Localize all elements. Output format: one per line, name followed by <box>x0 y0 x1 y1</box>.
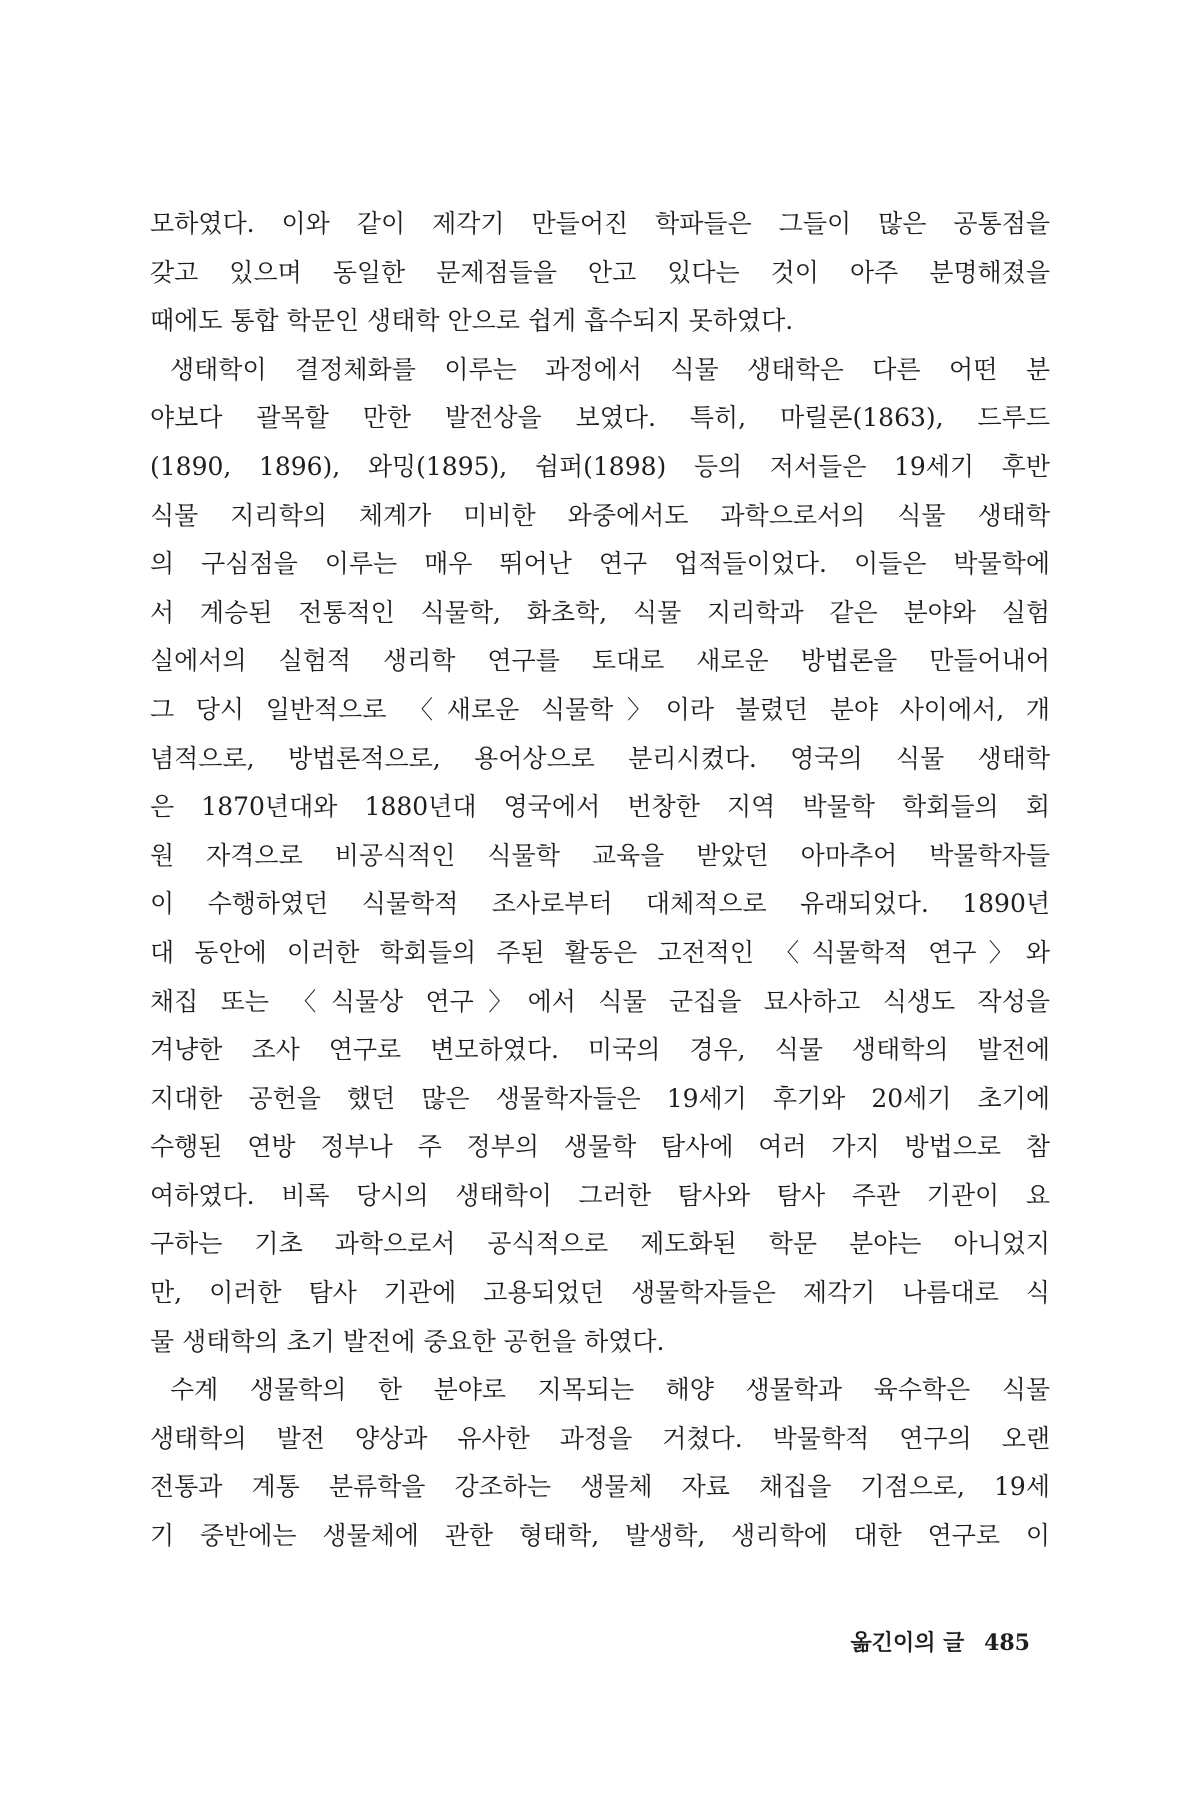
text-line: (1890, 1896), 와밍(1895), 쉼퍼(1898) 등의 저서들은 19세기 후반 <box>150 451 1050 481</box>
text-line: 야보다 괄목할 만한 발전상을 보였다. 특히, 마릴론(1863), 드루드 <box>150 403 1050 433</box>
text-line: 념적으로, 방법론적으로, 용어상으로 분리시켰다. 영국의 식물 생태학 <box>150 743 1050 773</box>
text-line: 식물 지리학의 체계가 미비한 와중에서도 과학으로서의 식물 생태학 <box>150 500 1050 530</box>
text-line: 물 생태학의 초기 발전에 중요한 공헌을 하였다. <box>150 1326 665 1356</box>
text-line: 생태학의 발전 양상과 유사한 과정을 거쳤다. 박물학적 연구의 오랜 <box>150 1423 1050 1453</box>
text-line: 여하였다. 비록 당시의 생태학이 그러한 탐사와 탐사 주관 기관이 요 <box>150 1180 1050 1210</box>
text-line: 의 구심점을 이루는 매우 뛰어난 연구 업적들이었다. 이들은 박물학에 <box>150 549 1050 579</box>
text-line: 생태학이 결정체화를 이루는 과정에서 식물 생태학은 다른 어떤 분 <box>170 354 1050 384</box>
text-line: 수행된 연방 정부나 주 정부의 생물학 탐사에 여러 가지 방법으로 참 <box>150 1132 1050 1162</box>
text-line: 수계 생물학의 한 분야로 지목되는 해양 생물학과 육수학은 식물 <box>170 1375 1050 1405</box>
text-line: 이 수행하였던 식물학적 조사로부터 대체적으로 유래되었다. 1890년 <box>150 889 1050 919</box>
text-line: 구하는 기초 과학으로서 공식적으로 제도화된 학문 분야는 아니었지 <box>150 1229 1050 1259</box>
text-line: 그 당시 일반적으로 〈새로운 식물학〉이라 불렸던 분야 사이에서, 개 <box>150 694 1050 724</box>
text-line: 갖고 있으며 동일한 문제점들을 안고 있다는 것이 아주 분명해졌을 <box>150 257 1050 287</box>
text-line: 겨냥한 조사 연구로 변모하였다. 미국의 경우, 식물 생태학의 발전에 <box>150 1035 1050 1065</box>
text-line: 지대한 공헌을 했던 많은 생물학자들은 19세기 후기와 20세기 초기에 <box>150 1083 1050 1113</box>
text-line: 실에서의 실험적 생리학 연구를 토대로 새로운 방법론을 만들어내어 <box>150 646 1050 676</box>
text-line: 서 계승된 전통적인 식물학, 화초학, 식물 지리학과 같은 분야와 실험 <box>150 597 1050 627</box>
page-footer <box>850 1628 1030 1658</box>
text-line: 만, 이러한 탐사 기관에 고용되었던 생물학자들은 제각기 나름대로 식 <box>150 1278 1050 1308</box>
text-line: 은 1870년대와 1880년대 영국에서 번창한 지역 박물학 학회들의 회 <box>150 792 1050 822</box>
text-line: 전통과 계통 분류학을 강조하는 생물체 자료 채집을 기점으로, 19세 <box>150 1472 1050 1502</box>
body-text <box>150 200 1050 1561</box>
text-line: 채집 또는 〈식물상 연구〉에서 식물 군집을 묘사하고 식생도 작성을 <box>150 986 1050 1016</box>
page-number: 485 <box>984 1630 1030 1656</box>
text-line: 때에도 통합 학문인 생태학 안으로 쉽게 흡수되지 못하였다. <box>150 306 794 336</box>
text-line: 대 동안에 이러한 학회들의 주된 활동은 고전적인 〈식물학적 연구〉와 <box>150 937 1050 967</box>
text-line: 원 자격으로 비공식적인 식물학 교육을 받았던 아마추어 박물학자들 <box>150 840 1050 870</box>
text-line: 기 중반에는 생물체에 관한 형태학, 발생학, 생리학에 대한 연구로 이 <box>150 1521 1050 1551</box>
running-title: 옮긴이의 글 <box>850 1630 965 1656</box>
text-line: 모하였다. 이와 같이 제각기 만들어진 학파들은 그들이 많은 공통점을 <box>150 209 1050 238</box>
